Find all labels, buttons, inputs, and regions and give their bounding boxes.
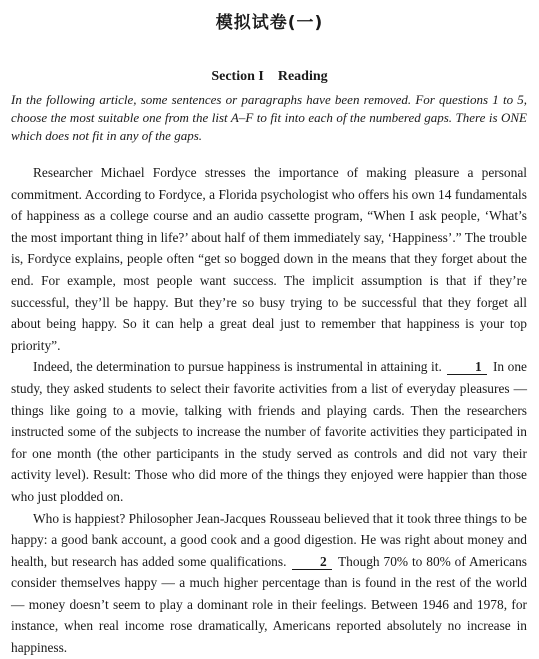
instructions: In the following article, some sentences or paragraphs have been removed. For questions 1 to 5, choose the most suitable one from the list A–F to fit into each of the numbered gaps. There is ONE which does not fit in any of the gaps. [11,92,527,143]
paragraph-1: Researcher Michael Fordyce stresses the importance of making pleasure a personal commitment. According to Fordyce, a Florida psychologist who offers his own 14 fundamentals of happiness as a college course and an audio cassette program, “When I ask people, ‘What’s the most important thing in life?’ about half of them immediately say, ‘Happiness’.” The trouble is, Fordyce explains, people often “get so bogged down in the means that they forget about the end. For example, most people want success. The implicit assumption is that if they’re successful, they’ll be happy. But they’re so busy trying to be successful that they forget all about being happy. So it can help a great deal just to remember that happiness is your top priority”. [11,165,527,353]
paragraph-3-after-gap: Though 70% to 80% of Americans consider themselves happy — a much higher percentage than is found in the rest of the world — money doesn’t seem to play a dominant role in their feelings. Between 1946 and 1978, for instance, when real income rose dramatically, Americans reported absolutely no increase in happiness. [11,553,527,656]
gap-1-blank: 1 [447,359,487,375]
paragraph-2-after-gap: In one study, they asked students to select their favorite activities from a list of everyday pleasures — things like going to a movie, talking with friends and playing cards. Then the researchers instructed some of the subjects to increase the number of favorite activities they participated in for one month (the other participants in the study served as controls and did not vary their activity level). Result: Those who did more of the things they enjoyed were happier than those who just plodded on. [11,359,528,504]
paragraph-2 [11,356,527,507]
paragraph-3 [11,508,527,659]
page-title: 模拟试卷(一) [215,13,324,33]
gap-2-blank: 2 [292,554,332,570]
section-title: Section I Reading [211,69,328,84]
paragraph-2-before-gap: Indeed, the determination to pursue happiness is instrumental in attaining it. [33,359,442,375]
paragraph-3-before-gap: Who is happiest? Philosopher Jean-Jacques Rousseau believed that it took three things to be happy: a good bank account, a good cook and a good digestion. He was right about money and health, but research has added some qualifications. [11,510,527,569]
reading-passage [11,162,527,659]
